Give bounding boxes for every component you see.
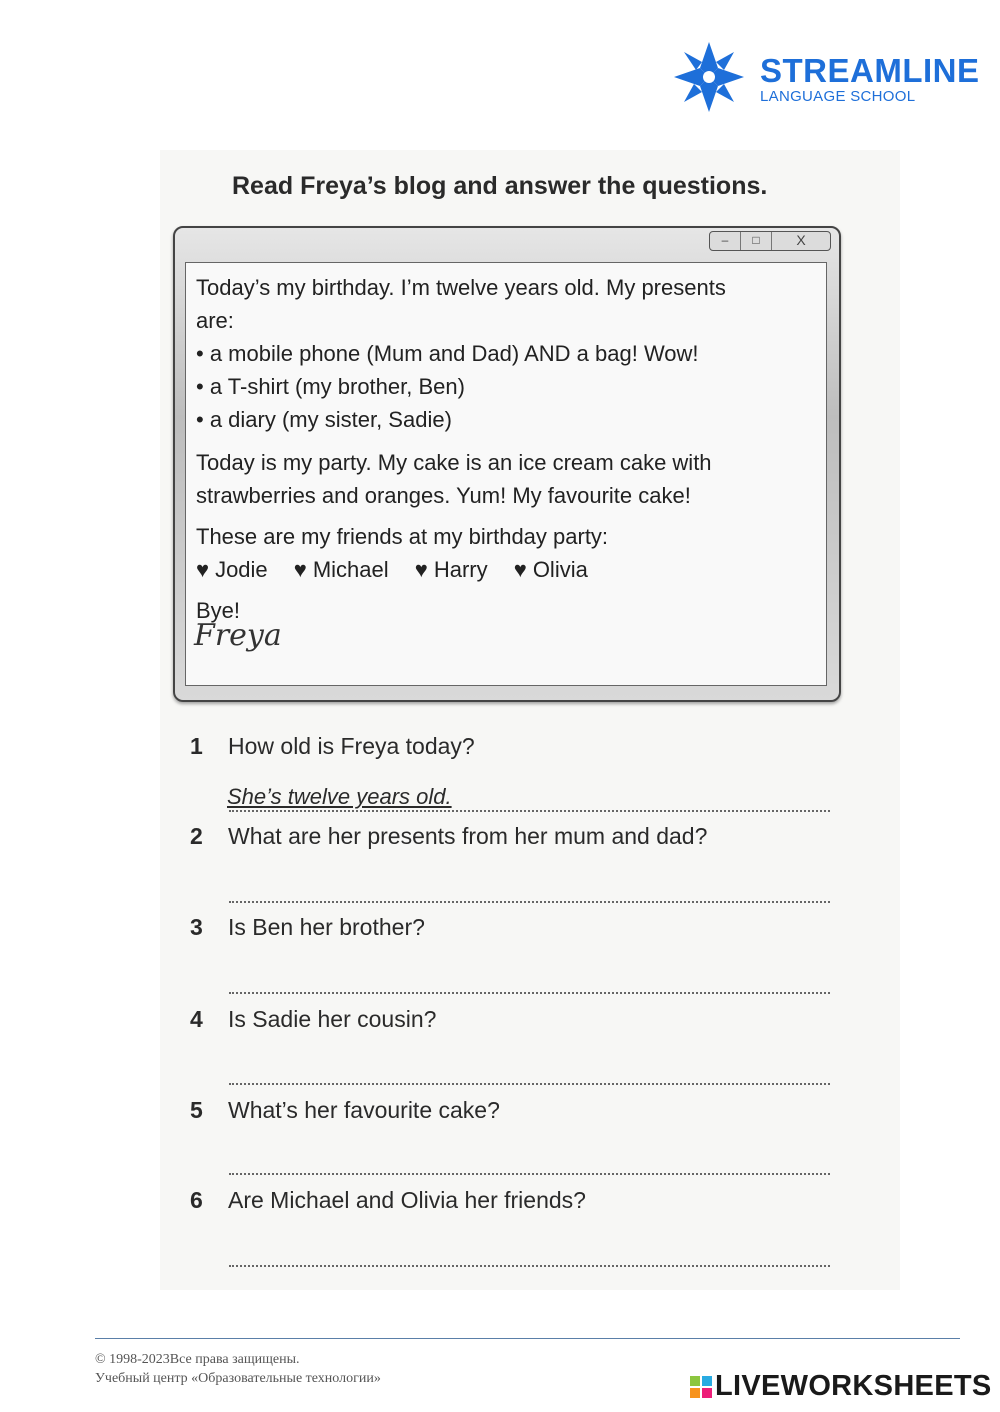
blog-line: These are my friends at my birthday party: [196,524,609,549]
question-number: 4 [190,1006,203,1032]
friend-name: Olivia [532,557,588,582]
blog-content [185,262,827,686]
footer-copyright: © 1998-2023Все права защищены. [95,1352,300,1367]
friend-name: Jodie [215,557,268,582]
friend-name: Harry [433,557,488,582]
maximize-icon: □ [741,232,772,250]
blog-line: Today’s my birthday. I’m twelve years old. My presents [196,275,726,300]
answer-line-1[interactable] [229,810,830,812]
blog-line: Today is my party. My cake is an ice cream cake with [196,450,712,475]
signature: Freya [194,618,282,653]
minimize-icon: – [710,232,741,250]
streamline-logo [672,40,980,120]
question-number: 5 [190,1097,203,1123]
friend-name: Michael [312,557,389,582]
star-logo-icon [672,40,746,114]
heart-icon: ♥ [293,557,307,582]
blog-line: Bye! [196,598,241,623]
heart-icon: ♥ [414,557,428,582]
footer-divider [95,1338,960,1339]
question-number: 1 [190,733,203,759]
blog-line: strawberries and oranges. Yum! My favourite cake! [196,483,691,508]
answer-line-2[interactable] [229,901,830,903]
question-text: Is Sadie her cousin? [228,1006,437,1032]
question-text: What are her presents from her mum and dad? [228,823,708,849]
liveworksheets-logo-icon [690,1376,712,1398]
window-controls [709,231,831,251]
liveworksheets-text: LIVEWORKSHEETS [715,1370,992,1402]
present-item: • a diary (my sister, Sadie) [196,407,452,432]
question-number: 2 [190,823,203,849]
heart-icon: ♥ [196,557,210,582]
blog-line: are: [196,308,234,333]
question-text: What’s her favourite cake? [228,1097,500,1123]
footer-organization: Учебный центр «Образовательные технологии» [95,1371,381,1386]
logo-subtitle: LANGUAGE SCHOOL [760,88,916,105]
answer-line-6[interactable] [229,1265,830,1267]
answer-line-3[interactable] [229,992,830,994]
liveworksheets-brand[interactable] [690,1370,990,1404]
answer-line-4[interactable] [229,1083,830,1085]
present-item: • a T-shirt (my brother, Ben) [196,374,465,399]
question-text: How old is Freya today? [228,733,475,759]
heart-icon: ♥ [513,557,527,582]
answer-1: She’s twelve years old. [227,784,452,809]
question-number: 3 [190,914,203,940]
friends-list [196,553,588,586]
question-text: Are Michael and Olivia her friends? [228,1187,586,1213]
answer-line-5[interactable] [229,1173,830,1175]
question-text: Is Ben her brother? [228,914,425,940]
close-icon: X [796,232,806,248]
question-number: 6 [190,1187,203,1213]
blog-window [173,226,841,702]
present-item: • a mobile phone (Mum and Dad) AND a bag! Wow! [196,341,699,366]
page-title: Read Freya’s blog and answer the questions. [232,172,768,200]
logo-name: STREAMLINE [760,52,980,89]
